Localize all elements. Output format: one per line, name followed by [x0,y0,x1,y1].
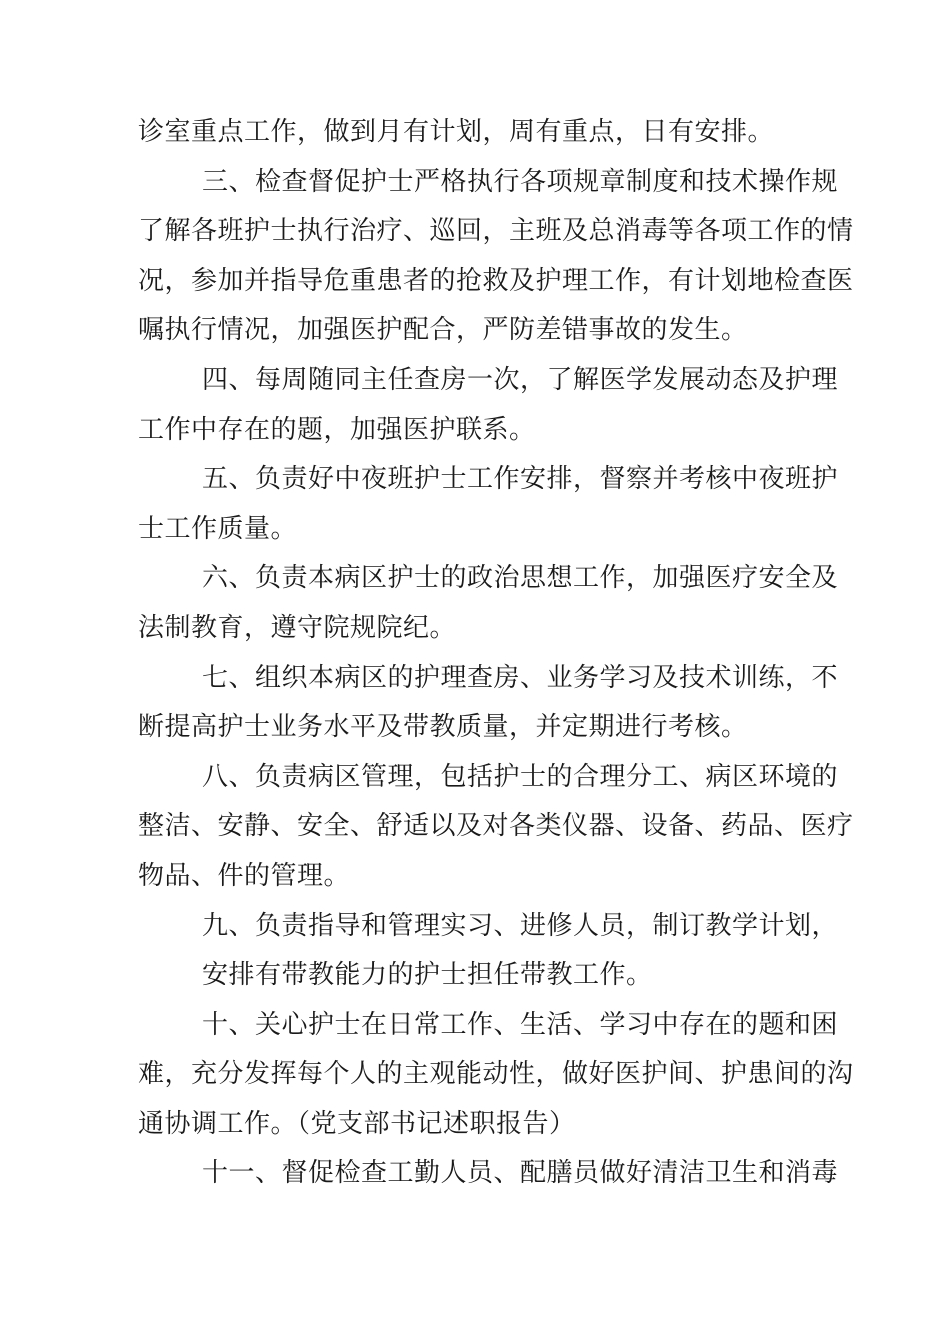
text-line: 四、每周随同主任查房一次，了解医学发展动态及护理 [202,364,839,395]
text-line: 士工作质量。 [138,513,298,544]
text-line: 难，充分发挥每个人的主观能动性，做好医护间、护患间的沟 [138,1059,854,1090]
text-line: 嘱执行情况，加强医护配合，严防差错事故的发生。 [138,315,748,346]
text-line: 工作中存在的题，加强医护联系。 [138,414,536,445]
text-line: 整洁、安静、安全、舒适以及对各类仪器、设备、药品、医疗 [138,811,854,842]
text-line: 九、负责指导和管理实习、进修人员，制订教学计划， [202,910,839,941]
text-line: 诊室重点工作，做到月有计划，周有重点，日有安排。 [138,117,775,147]
text-line: 五、负责好中夜班护士工作安排，督察并考核中夜班护 [202,464,839,495]
text-line: 断提高护士业务水平及带教质量，并定期进行考核。 [138,712,748,743]
text-line: 了解各班护士执行治疗、巡回，主班及总消毒等各项工作的情 [138,216,854,247]
text-line: 三、检查督促护士严格执行各项规章制度和技术操作规 [202,166,839,197]
text-line: 安排有带教能力的护士担任带教工作。 [202,960,653,991]
document-body [138,108,854,1199]
text-line: 物品、件的管理。 [138,860,351,891]
text-line: 七、组织本病区的护理查房、业务学习及技术训练，不 [202,662,839,693]
text-line: 通协调工作。（党支部书记述职报告） [138,1108,576,1139]
text-line: 六、负责本病区护士的政治思想工作，加强医疗安全及 [202,563,839,594]
text-line: 八、负责病区管理，包括护士的合理分工、病区环境的 [202,761,839,792]
text-line: 十一、督促检查工勤人员、配膳员做好清洁卫生和消毒 [202,1158,839,1189]
text-line: 十、关心护士在日常工作、生活、学习中存在的题和困 [202,1009,839,1040]
text-line: 况，参加并指导危重患者的抢救及护理工作，有计划地检查医 [138,265,854,296]
text-line: 法制教育，遵守院规院纪。 [138,612,457,643]
